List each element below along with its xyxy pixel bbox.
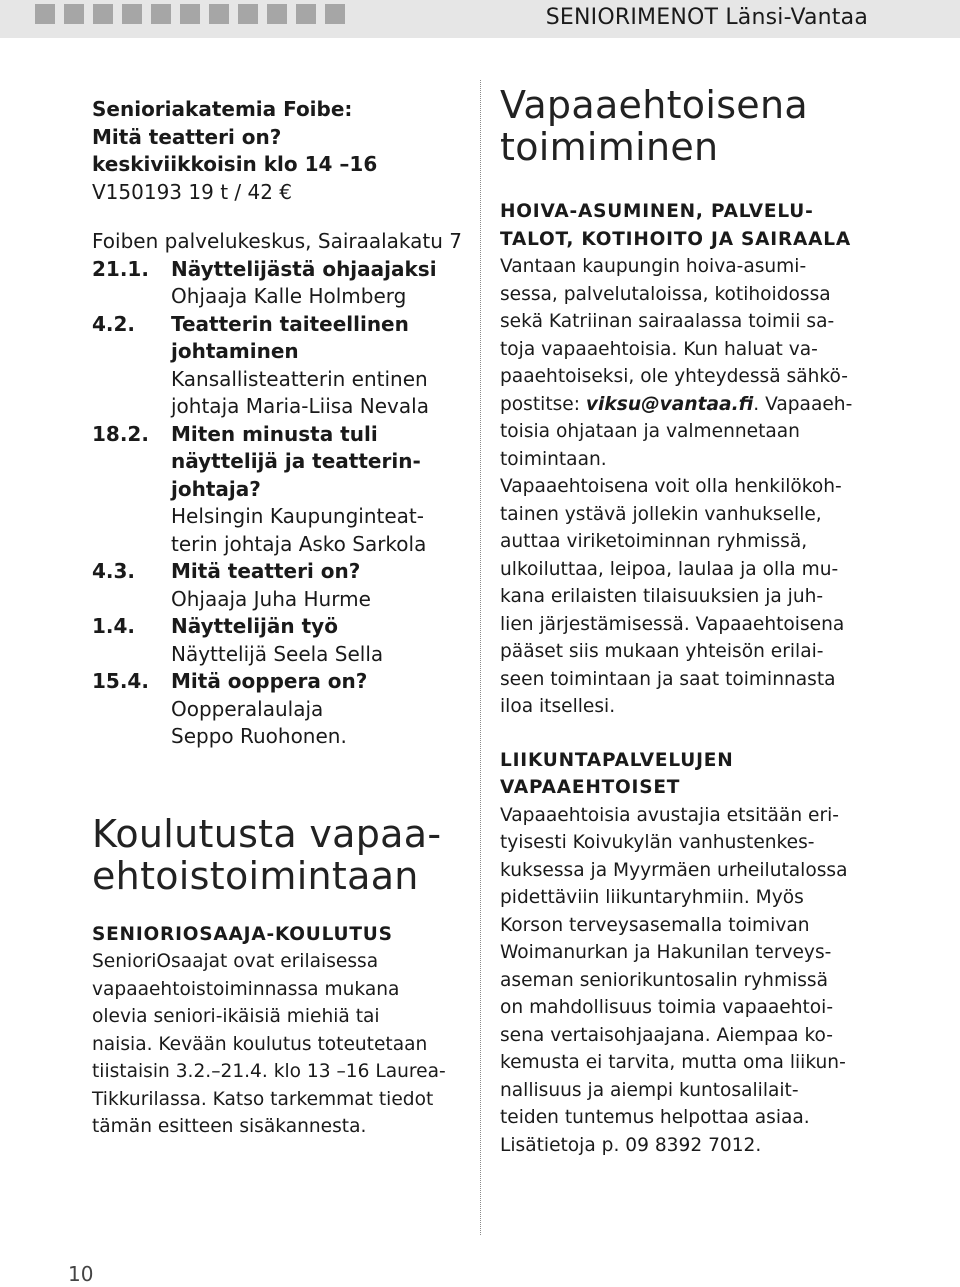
program-item xyxy=(92,668,462,751)
program-desc: johtaja Maria-Liisa Nevala xyxy=(171,394,429,418)
program-item xyxy=(92,311,462,421)
program-title: Teatterin taiteellinen xyxy=(171,311,409,336)
program-title: näyttelijä ja teatterin- xyxy=(171,449,421,473)
section2-heading-line: VAPAAEHTOISET xyxy=(500,777,681,798)
program-date: 21.1. xyxy=(92,256,149,281)
program-date: 1.4. xyxy=(92,614,136,638)
program-item xyxy=(92,558,462,613)
program-body xyxy=(171,558,451,613)
program-title: Näyttelijästä ohjaajaksi xyxy=(171,256,437,281)
left-column xyxy=(92,96,462,1141)
program-list xyxy=(92,256,462,751)
section1-text-line: pääset siis mukaan yhteisön erilai- xyxy=(500,641,824,662)
section1-heading-line: TALOT, KOTIHOITO JA SAIRAALA xyxy=(500,228,851,250)
training-text-line: tiistaisin 3.2.–21.4. klo 13 –16 Laurea- xyxy=(92,1061,446,1082)
program-desc: terin johtaja Asko Sarkola xyxy=(171,531,427,556)
program-body xyxy=(171,421,451,559)
section1-text xyxy=(500,253,885,721)
decor-square xyxy=(296,4,316,24)
event-place: Foiben palvelukeskus, Sairaalakatu 7 xyxy=(92,229,463,253)
program-title: Mitä ooppera on? xyxy=(171,669,368,693)
event-code: V150193 19 t / 42 € xyxy=(92,179,293,204)
program-title: Miten minusta tuli xyxy=(171,421,378,446)
program-item xyxy=(92,256,462,311)
section2-heading xyxy=(500,747,885,802)
training-text-line: SenioriOsaajat ovat erilaisessa xyxy=(92,951,379,972)
training-title-line: ehtoistoimintaan xyxy=(92,853,419,898)
program-date: 18.2. xyxy=(92,421,149,446)
section2-text-line: tyisesti Koivukylän vanhustenkes- xyxy=(500,832,815,853)
section1-text-line: tainen ystävä jollekin vanhukselle, xyxy=(500,503,822,525)
section2-text-line: sena vertaisohjaajana. Aiempaa ko- xyxy=(500,1024,833,1046)
section2-text-line: kemusta ei tarvita, mutta oma liikun- xyxy=(500,1052,846,1073)
program-body xyxy=(171,256,451,311)
section2-text-line: pidettäviin liikuntaryhmiin. Myös xyxy=(500,887,804,908)
section1-text-line: Vapaaehtoisena voit olla henkilökoh- xyxy=(500,476,842,497)
section1-heading xyxy=(500,198,885,253)
training-title xyxy=(92,813,462,897)
page-number: 10 xyxy=(68,1262,94,1286)
training-heading xyxy=(92,921,462,949)
section2-text xyxy=(500,802,885,1160)
training-text-line: naisia. Kevään koulutus toteutetaan xyxy=(92,1033,428,1055)
section1-text-line: lien järjestämisessä. Vapaaehtoisena xyxy=(500,613,845,635)
header-title: SENIORIMENOT Länsi-Vantaa xyxy=(545,5,868,30)
section2-text-line: aseman seniorikuntosalin ryhmissä xyxy=(500,969,829,991)
training-heading-text: SENIORIOSAAJA-KOULUTUS xyxy=(92,923,393,945)
section2-text-line: Vapaaehtoisia avustajia etsitään eri- xyxy=(500,804,839,826)
decor-square xyxy=(238,4,258,24)
decor-square xyxy=(209,4,229,24)
email-suffix: . Vapaaeh- xyxy=(753,393,853,415)
email-prefix: postitse: xyxy=(500,393,586,415)
section1-text-line: Vantaan kaupungin hoiva-asumi- xyxy=(500,256,807,277)
section2-text-line: teiden tuntemus helpottaa asiaa. xyxy=(500,1107,810,1128)
event-title: Mitä teatteri on? xyxy=(92,124,282,149)
column-divider xyxy=(480,80,481,1235)
training-text-line: tämän esitteen sisäkannesta. xyxy=(92,1116,367,1137)
program-item xyxy=(92,613,462,668)
section1-text-line: seen toimintaan ja saat toiminnasta xyxy=(500,668,836,690)
program-desc: Kansallisteatterin entinen xyxy=(171,366,428,391)
training-title-line: Koulutusta vapaa- xyxy=(92,811,442,856)
section2-text-line: Woimanurkan ja Hakunilan terveys- xyxy=(500,942,832,963)
decor-square xyxy=(93,4,113,24)
volunteer-title xyxy=(500,84,885,168)
program-item xyxy=(92,421,462,559)
program-body xyxy=(171,668,451,751)
section1-text-line: toja vapaaehtoisia. Kun haluat va- xyxy=(500,338,818,360)
program-desc: Oopperalaulaja xyxy=(171,696,324,721)
right-column xyxy=(500,84,885,1159)
decor-square xyxy=(64,4,84,24)
section1-text-line: iloa itsellesi. xyxy=(500,696,616,717)
training-text-line: vapaaehtoistoiminnassa mukana xyxy=(92,978,400,1000)
section1-text-line: sekä Katriinan sairaalassa toimii sa- xyxy=(500,311,835,332)
volunteer-title-line: toimiminen xyxy=(500,125,719,169)
section2-text-line: Korson terveysasemalla toimivan xyxy=(500,914,810,936)
volunteer-title-line: Vapaaehtoisena xyxy=(500,83,808,127)
training-text-line: olevia seniori-ikäisiä miehiä tai xyxy=(92,1006,380,1027)
program-date: 15.4. xyxy=(92,669,149,693)
decor-square xyxy=(180,4,200,24)
decor-square xyxy=(325,4,345,24)
program-desc: Ohjaaja Kalle Holmberg xyxy=(171,284,407,308)
program-title: johtaja? xyxy=(171,476,261,501)
section2-text-line: Lisätietoja p. 09 8392 7012. xyxy=(500,1134,762,1156)
header-bar xyxy=(0,0,960,38)
decor-square xyxy=(151,4,171,24)
event-org: Senioriakatemia Foibe: xyxy=(92,97,353,121)
program-desc: Ohjaaja Juha Hurme xyxy=(171,586,371,611)
section1-text-line: toimintaan. xyxy=(500,448,607,470)
decor-square xyxy=(122,4,142,24)
section2-text-line: on mahdollisuus toimia vapaaehtoi- xyxy=(500,997,834,1018)
program-date: 4.2. xyxy=(92,311,136,336)
section1-text-line: paaehtoiseksi, ole yhteydessä sähkö- xyxy=(500,366,848,387)
program-title: Näyttelijän työ xyxy=(171,614,338,638)
decor-square xyxy=(267,4,287,24)
program-date: 4.3. xyxy=(92,559,136,583)
program-title: johtaminen xyxy=(171,339,299,363)
section1-text-line: sessa, palvelutaloissa, kotihoidossa xyxy=(500,283,831,305)
section1-text-line: auttaa viriketoiminnan ryhmissä, xyxy=(500,531,808,552)
section2-heading-line: LIIKUNTAPALVELUJEN xyxy=(500,749,734,771)
training-text-line: Tikkurilassa. Katso tarkemmat tiedot xyxy=(92,1088,434,1110)
decor-square xyxy=(35,4,55,24)
program-body xyxy=(171,613,451,668)
section2-text-line: kuksessa ja Myyrmäen urheilutalossa xyxy=(500,859,848,881)
email-line xyxy=(500,391,885,419)
section1-text-line: toisia ohjataan ja valmennetaan xyxy=(500,421,800,442)
section2-text-line: nallisuus ja aiempi kuntosalilait- xyxy=(500,1079,799,1101)
event-header xyxy=(92,96,462,256)
program-desc: Seppo Ruohonen. xyxy=(171,724,347,748)
event-schedule: keskiviikkoisin klo 14 –16 xyxy=(92,152,378,176)
email-link[interactable]: viksu@vantaa.fi xyxy=(585,393,754,415)
section1-text-line: ulkoiluttaa, leipoa, laulaa ja olla mu- xyxy=(500,558,839,580)
section1-text-line: kana erilaisten tilaisuuksien ja juh- xyxy=(500,586,824,607)
program-title: Mitä teatteri on? xyxy=(171,559,361,583)
program-body xyxy=(171,311,451,421)
program-desc: Helsingin Kaupunginteat- xyxy=(171,504,424,528)
program-desc: Näyttelijä Seela Sella xyxy=(171,641,384,666)
section1-heading-line: HOIVA-ASUMINEN, PALVELU- xyxy=(500,201,814,222)
training-text xyxy=(92,948,462,1141)
